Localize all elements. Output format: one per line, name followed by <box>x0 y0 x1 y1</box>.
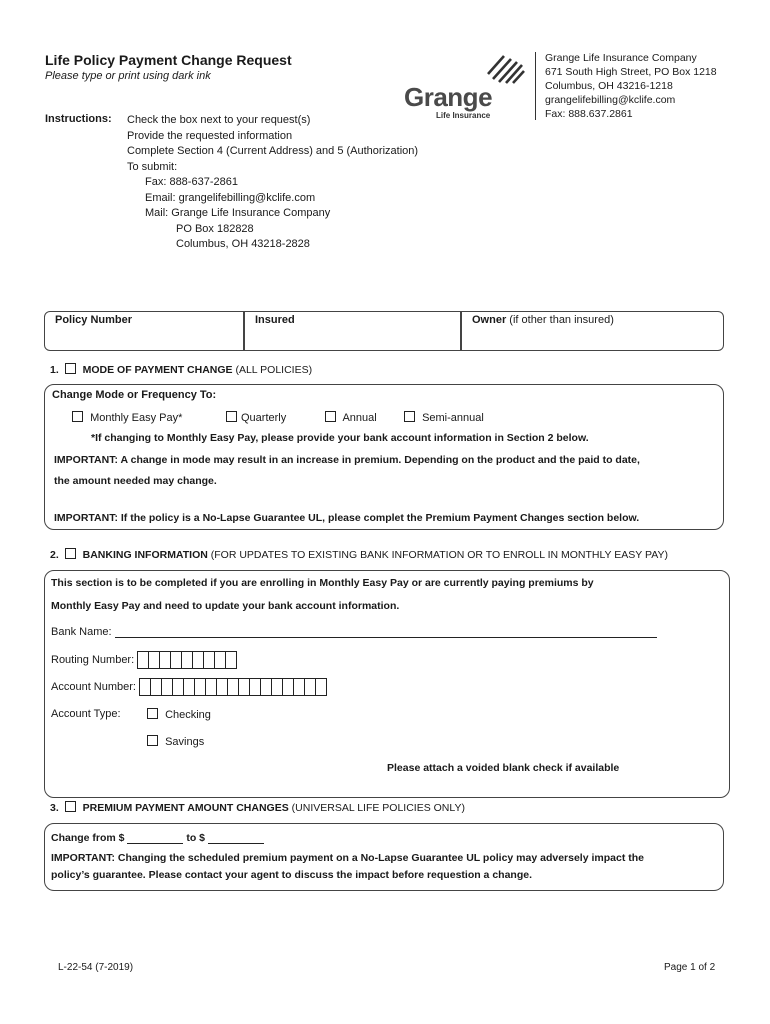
quarterly-checkbox[interactable] <box>226 411 237 422</box>
section3-number: 3. <box>50 802 59 814</box>
company-info <box>545 51 717 121</box>
form-title: Life Policy Payment Change Request <box>45 52 292 68</box>
section2-header <box>50 548 668 561</box>
section2-title: BANKING INFORMATION <box>82 549 208 561</box>
change-to-label: to $ <box>186 832 206 844</box>
section1-checkbox[interactable] <box>65 363 76 374</box>
monthly-footnote: *If changing to Monthly Easy Pay, please provide your bank account information in Section 2 below. <box>91 432 589 444</box>
change-from-row <box>51 832 264 844</box>
option-annual[interactable] <box>325 411 377 424</box>
option-label: Quarterly <box>241 412 287 424</box>
submit-email: Email: grangelifebilling@kclife.com <box>145 191 316 204</box>
change-from-input[interactable] <box>127 833 183 844</box>
section3-checkbox[interactable] <box>65 801 76 812</box>
account-number-input[interactable] <box>139 678 327 696</box>
mail-po-box: PO Box 182828 <box>176 222 254 235</box>
option-label: Annual <box>342 412 377 424</box>
voided-check-note: Please attach a voided blank check if available <box>387 762 620 774</box>
section2-checkbox[interactable] <box>65 548 76 559</box>
section2-number: 2. <box>50 549 59 561</box>
important-mode-change: IMPORTANT: A change in mode may result in an increase in premium. Depending on the product and the paid to date, <box>54 454 640 466</box>
bank-name-input[interactable] <box>115 627 657 638</box>
logo-wordmark: Grange <box>404 82 493 112</box>
mail-city: Columbus, OH 43218-2828 <box>176 238 310 250</box>
account-type-savings[interactable] <box>147 735 204 748</box>
semi-annual-checkbox[interactable] <box>404 411 415 422</box>
monthly-checkbox[interactable] <box>72 411 83 422</box>
owner-label: Owner <box>472 314 507 326</box>
change-mode-label: Change Mode or Frequency To: <box>52 389 217 401</box>
section1-note: (ALL POLICIES) <box>235 364 313 376</box>
savings-checkbox[interactable] <box>147 735 158 746</box>
important-no-lapse: IMPORTANT: If the policy is a No-Lapse Guarantee UL, please complet the Premium Payment Changes section below. <box>54 512 640 524</box>
change-from-label: Change from $ <box>51 832 125 844</box>
page-number: Page 1 of 2 <box>664 962 716 973</box>
option-semi-annual[interactable] <box>404 411 484 424</box>
routing-number-row <box>51 651 237 669</box>
important-mode-change-cont: the amount needed may change. <box>54 475 217 487</box>
logo-subtitle: Life Insurance <box>436 111 491 120</box>
instruction-line: To submit: <box>127 160 178 173</box>
insured-field[interactable] <box>245 312 461 350</box>
form-id: L-22-54 (7-2019) <box>58 962 134 973</box>
header-divider <box>535 52 536 120</box>
owner-field[interactable] <box>462 312 722 350</box>
instruction-line: Check the box next to your request(s) <box>127 114 311 126</box>
logo-stripes-icon <box>484 50 526 86</box>
submit-fax: Fax: 888-637-2861 <box>145 176 238 188</box>
account-number-label: Account Number: <box>51 680 136 693</box>
instruction-line: Provide the requested information <box>127 129 293 142</box>
routing-number-label: Routing Number: <box>51 653 135 666</box>
section1-number: 1. <box>50 364 59 376</box>
section1-header <box>50 363 312 376</box>
instructions-label: Instructions: <box>45 113 112 125</box>
policy-info-box <box>44 311 724 351</box>
form-subtitle: Please type or print using dark ink <box>45 70 211 82</box>
important-premium-change: IMPORTANT: Changing the scheduled premium payment on a No-Lapse Guarantee UL policy may adversely impact the <box>51 852 644 864</box>
company-street: 671 South High Street, PO Box 1218 <box>545 66 717 78</box>
section3-header <box>50 801 465 814</box>
company-name: Grange Life Insurance Company <box>545 52 697 64</box>
account-type-label: Account Type: <box>51 708 121 720</box>
company-city: Columbus, OH 43216-1218 <box>545 80 673 92</box>
banking-intro-line1: This section is to be completed if you are enrolling in Monthly Easy Pay or are currently paying premiums by <box>51 577 594 589</box>
instructions-list <box>127 113 418 253</box>
policy-number-label: Policy Number <box>55 314 133 326</box>
option-monthly-easy-pay[interactable] <box>72 411 182 424</box>
bank-name-row <box>51 626 657 638</box>
submit-mail: Mail: Grange Life Insurance Company <box>145 207 331 219</box>
section1-title: MODE OF PAYMENT CHANGE <box>82 364 233 376</box>
account-type-checking[interactable] <box>147 708 211 721</box>
checking-label: Checking <box>165 709 211 721</box>
change-to-input[interactable] <box>208 833 264 844</box>
option-label: Monthly Easy Pay* <box>90 412 183 424</box>
section2-note: (FOR UPDATES TO EXISTING BANK INFORMATION OR TO ENROLL IN MONTHLY EASY PAY) <box>210 549 668 561</box>
option-quarterly[interactable] <box>226 411 286 424</box>
account-number-row <box>51 678 327 696</box>
company-fax: Fax: 888.637.2861 <box>545 108 633 120</box>
company-email: grangelifebilling@kclife.com <box>545 94 676 106</box>
important-premium-change-cont: policy’s guarantee. Please contact your agent to discuss the impact before requestion a change. <box>51 869 532 881</box>
annual-checkbox[interactable] <box>325 411 336 422</box>
savings-label: Savings <box>165 736 205 748</box>
policy-number-field[interactable] <box>45 312 243 350</box>
owner-note: (if other than insured) <box>509 314 614 326</box>
grange-logo <box>404 50 534 122</box>
banking-intro-line2: Monthly Easy Pay and need to update your bank account information. <box>51 600 400 612</box>
section3-title: PREMIUM PAYMENT AMOUNT CHANGES <box>82 802 289 814</box>
checking-checkbox[interactable] <box>147 708 158 719</box>
insured-label: Insured <box>255 314 295 326</box>
section3-note: (UNIVERSAL LIFE POLICIES ONLY) <box>291 802 465 814</box>
option-label: Semi-annual <box>422 412 484 424</box>
bank-name-label: Bank Name: <box>51 626 112 638</box>
instruction-line: Complete Section 4 (Current Address) and 5 (Authorization) <box>127 145 419 157</box>
routing-number-input[interactable] <box>137 651 237 669</box>
